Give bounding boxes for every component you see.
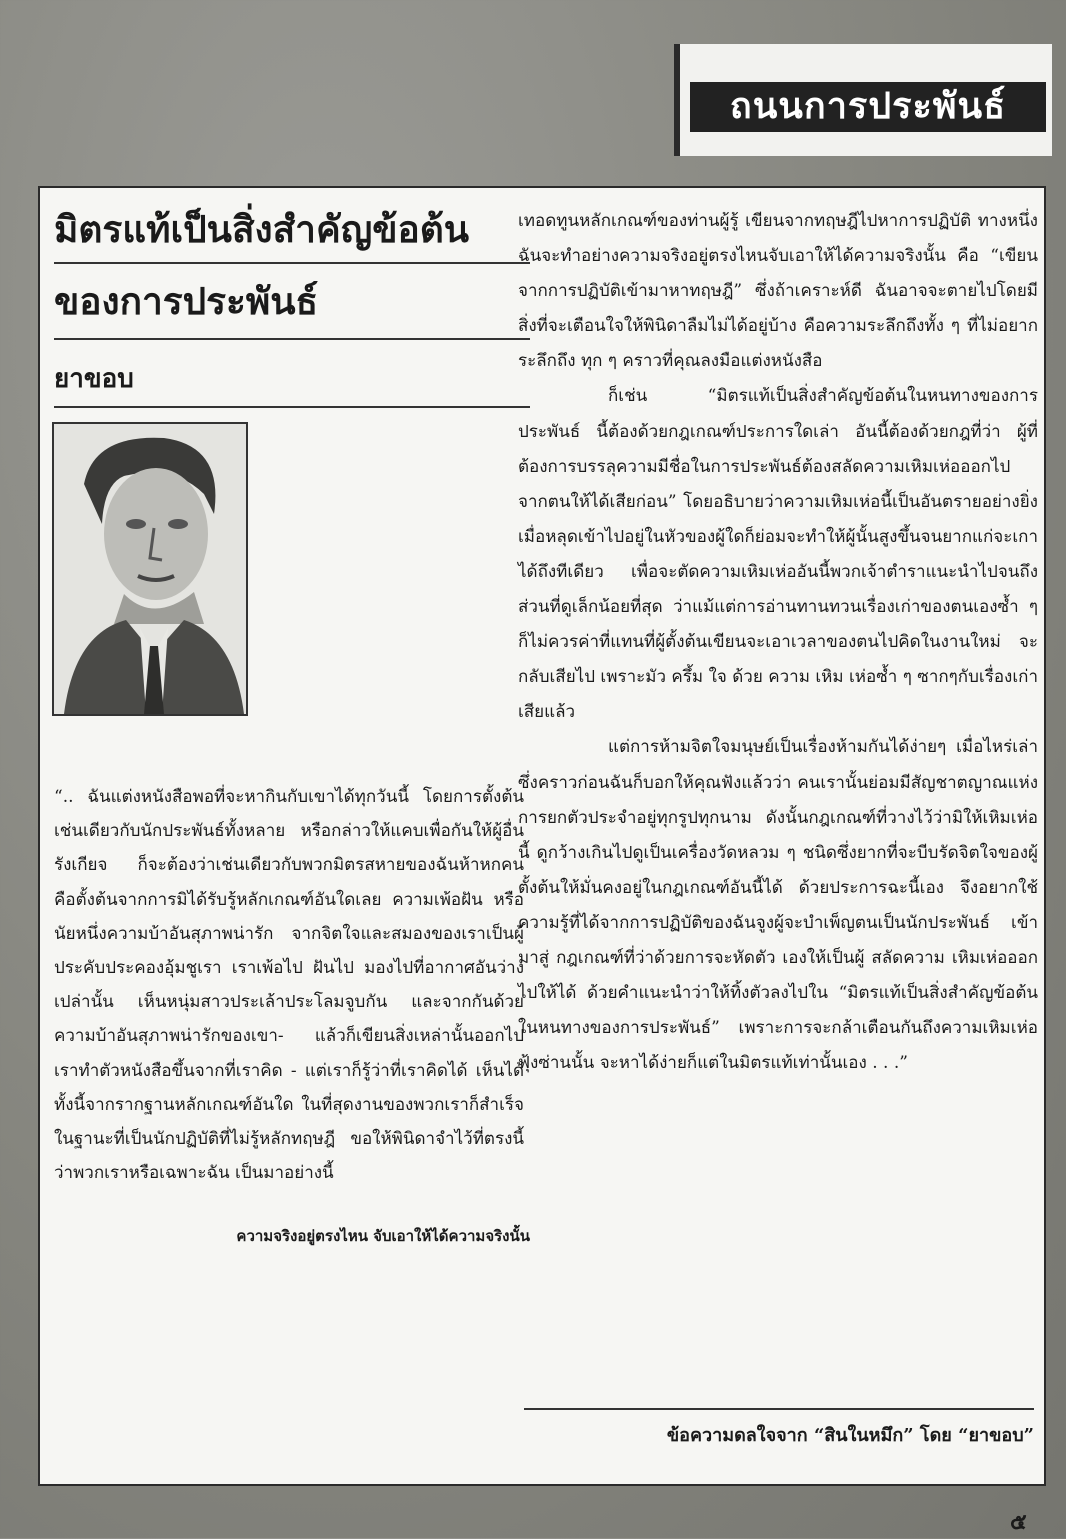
page-number: ๕ xyxy=(1010,1509,1027,1535)
quote-caption: ความจริงอยู่ตรงไหน จับเอาให้ได้ความจริงนั้น xyxy=(236,1227,530,1245)
footer-divider xyxy=(524,1408,1034,1410)
right-column xyxy=(518,204,1038,1081)
body-paragraph-2: ก็เช่น “มิตรแท้เป็นสิ่งสำคัญข้อต้นในหนทางของการประพันธ์ นี้ต้องด้วยกฎเกณฑ์ประการใดเล่า อันนี้ต้องด้วยกฎที่ว่า ผู้ที่ต้องการบรรลุความมีชื่อในการประพันธ์ต้องสลัดความเหิมเห่อออกไปจากตนให้ได้เสียก่อน” โดยอธิบายว่าความเหิมเห่อนี้เป็นอันตรายอย่างยิ่ง เมื่อหลุดเข้าไปอยู่ในหัวของผู้ใดก็ย่อมจะทำให้ผู้นั้นสูงขึ้นจนยากแก่จะเกาได้ถึงทีเดียว เพื่อจะตัดความเหิมเห่ออันนี้พวกเจ้าตำราแนะนำไปจนถึงส่วนที่ดูเล็กน้อยที่สุด ว่าแม้แต่การอ่านทานทวนเรื่องเก่าของตนเองซ้ำ ๆ ก็ไม่ควรค่าที่แทนที่ผู้ตั้งต้นเขียนจะเอาเวลาของตนไปคิดในงานใหม่ จะกลับเสียไป เพราะมัว ครึ้ม ใจ ด้วย ความ เหิม เห่อซ้ำ ๆ ซากๆกับเรื่องเก่าเสียแล้ว xyxy=(518,386,1039,723)
section-title: ถนนการประพันธ์ xyxy=(690,82,1046,132)
portrait-image xyxy=(54,424,246,714)
body-paragraph-1: เทอดทูนหลักเกณฑ์ของท่านผู้รู้ เขียนจากทฤษฎีไปหาการปฏิบัติ ทางหนึ่ง ฉันจะทำอย่างความจริงอยู่ตรงไหนจับเอาให้ได้ความจริงนั้น คือ “เขียนจากการปฏิบัติเข้ามาหาทฤษฎี” ซึ่งถ้าเคราะห์ดี ฉันอาจจะตายไปโดยมีสิ่งที่จะเตือนใจให้พินิดาลืมไม่ได้อยู่บ้าง คือความระลึกถึงทั้ง ๆ ที่ไม่อยากระลึกถึง ทุก ๆ คราวที่คุณลงมือแต่งหนังสือ xyxy=(518,211,1038,372)
author-portrait xyxy=(52,422,248,716)
quote-paragraph: “.. ฉันแต่งหนังสือพอที่จะหากินกับเขาได้ทุกวันนี้ โดยการตั้งต้นเช่นเดียวกับนักประพันธ์ทั้งหลาย หรือกล่าวให้แคบเพื่อกันให้ผู้อื่นรังเกียจ ก็จะต้องว่าเช่นเดียวกับพวกมิตรสหายของฉันห้าหกคน คือตั้งต้นจากการมิได้รับรู้หลักเกณฑ์อันใดเลย ความเพ้อฝัน หรือนัยหนึ่งความบ้าอันสุภาพน่ารัก จากจิตใจและสมองของเราเป็นผู้ประคับประคองอุ้มชูเรา เราเพ้อไป ฝันไป มองไปที่อากาศอันว่างเปล่านั้น เห็นหนุ่มสาวประเล้าประโลมจูบกัน และจากกันด้วยความบ้าอันสุภาพน่ารักของเขา- แล้วก็เขียนสิ่งเหล่านั้นออกไป เราทำตัวหนังสือขึ้นจากที่เราคิด - แต่เราก็รู้ว่าที่เราคิดได้ เห็นได้ ทั้งนี้จากรากฐานหลักเกณฑ์อันใด ในที่สุดงานของพวกเราก็สำเร็จในฐานะที่เป็นนักปฏิบัติที่ไม่รู้หลักทฤษฎี ขอให้พินิดาจำไว้ที่ตรงนี้ ว่าพวกเราหรือเฉพาะฉัน เป็นมาอย่างนี้ xyxy=(54,787,524,1184)
article-panel xyxy=(38,186,1046,1486)
body-paragraph-3: แต่การห้ามจิตใจมนุษย์เป็นเรื่องห้ามกันได้ง่ายๆ เมื่อไหร่เล่า ซึ่งคราวก่อนฉันก็บอกให้คุณฟังแล้วว่า คนเรานั้นย่อมมีสัญชาตญาณแห่งการยกตัวประจำอยู่ทุกรูปทุกนาม ดังนั้นกฎเกณฑ์ที่วางไว้ว่ามิให้เหิมเห่อนี้ ดูกว้างเกินไปดูเป็นเครื่องวัดหลวม ๆ ชนิดซึ่งยากที่จะบีบรัดจิตใจของผู้ตั้งต้นให้มั่นคงอยู่ในกฎเกณฑ์อันนี้ได้ ด้วยประการฉะนี้เอง จึงอยากใช้ความรู้ที่ได้จากการปฏิบัติของฉันจูงผู้จะบำเพ็ญตนเป็นนักประพันธ์ เข้ามาสู่ กฎเกณฑ์ที่ว่าด้วยการจะหัดตัว เองให้เป็นผู้ สลัดความ เหิมเห่อออกไปให้ได้ ด้วยคำแนะนำว่าให้ทิ้งตัวลงไปใน “มิตรแท้เป็นสิ่งสำคัญข้อต้นในหนทางของการประพันธ์” เพราะการจะกล้าเตือนกันถึงความเหิมเห่อฟุ้งซ่านนั้น จะหาได้ง่ายก็แต่ในมิตรแท้เท่านั้นเอง . . .” xyxy=(518,737,1038,1074)
excerpt-quote xyxy=(54,780,524,1190)
article-title-line1: มิตรแท้เป็นสิ่งสำคัญข้อต้น xyxy=(54,202,530,264)
author-name: ยาขอบ xyxy=(54,352,530,408)
source-credit: ข้อความดลใจจาก “สินในหมึก” โดย “ยาขอบ” xyxy=(666,1425,1034,1446)
section-header xyxy=(674,44,1052,156)
left-column xyxy=(54,202,530,408)
article-title-line2: ของการประพันธ์ xyxy=(54,274,530,340)
